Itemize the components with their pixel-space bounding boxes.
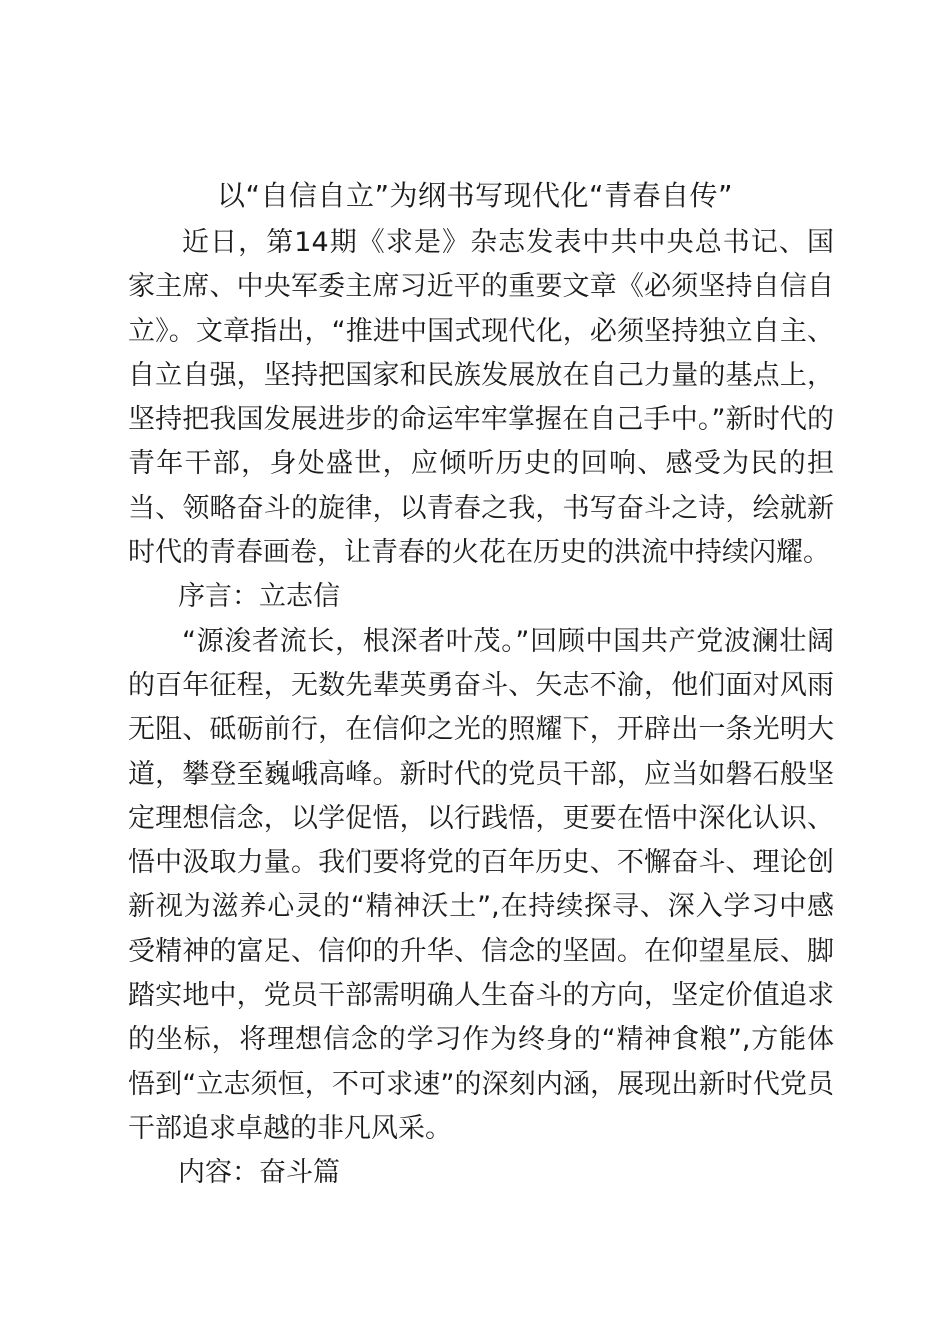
section-heading-preface: 序言：立志信 xyxy=(178,581,340,613)
preface-paragraph: “源浚者流长，根深者叶茂。”回顾中国共产党波澜壮阔的百年征程，无数先辈英勇奋斗、矢志不渝，他们面对风雨无阻、砥砺前行，在信仰之光的照耀下，开辟出一条光明大道，攀登至巍峨高峰。新时代的党员干部，应当如磐石般坚定理想信念，以学促悟，以行践悟，更要在悟中深化认识、悟中汲取力量。我们要将党的百年历史、不懈奋斗、理论创新视为滋养心灵的“精神沃土”,在持续探寻、深入学习中感受精神的富足、信仰的升华、信念的坚固。在仰望星辰、脚踏实地中，党员干部需明确人生奋斗的方向，坚定价值追求的坐标，将理想信念的学习作为终身的“精神食粮”,方能体悟到“立志须恒，不可求速”的深刻内涵，展现出新时代党员干部追求卓越的非凡风采。 xyxy=(128,625,834,1144)
intro-paragraph: 近日，第14期《求是》杂志发表中共中央总书记、国家主席、中央军委主席习近平的重要文章《必须坚持自信自立》。文章指出，“推进中国式现代化，必须坚持独立自主、自立自强，坚持把国家和民族发展放在自己力量的基点上，坚持把我国发展进步的命运牢牢掌握在自己手中。”新时代的青年干部，身处盛世，应倾听历史的回响、感受为民的担当、领略奋斗的旋律，以青春之我，书写奋斗之诗，绘就新时代的青春画卷，让青春的火花在历史的洪流中持续闪耀。 xyxy=(128,227,834,569)
document-title: 以“自信自立”为纲书写现代化“青春自传” xyxy=(216,179,734,212)
document-body xyxy=(128,221,834,1196)
section-heading-content: 内容：奋斗篇 xyxy=(178,1157,340,1189)
